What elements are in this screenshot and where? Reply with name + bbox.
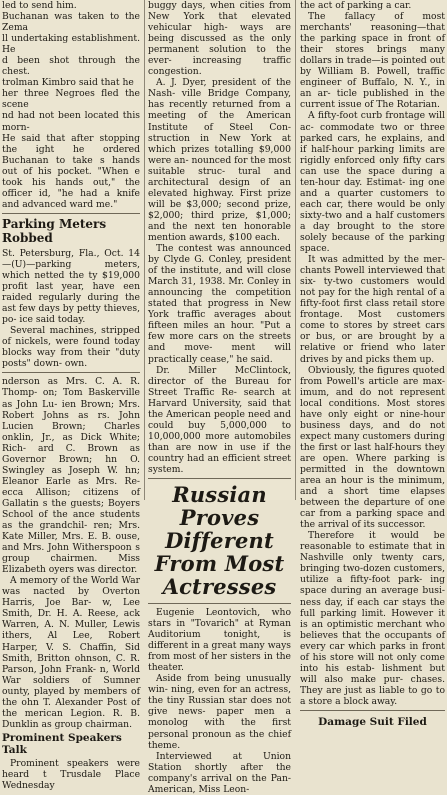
body-paragraph: A. J. Dyer, president of the Nash- ville Bridge Company, has recently returned from a meeting of the American Institute of Steel Con- struction in New York at which prizes totalling $9,000 were an- nounced for the most suitable struc- tural and architectural design of an elevated highway. First prize will be $3,000; second prize, $2,000; third prize, $1,000; and the next ten honorable mention awards, $100 each. [148,77,291,243]
body-paragraph: It was admitted by the mer- chants Powell interviewed that six- ty-two customers would not pay for the high rental of a fifty-foot first class retail store frontage. Most customers come to stores by street cars or bus, or are brought by a relative or friend who later drives by and picks them up. [300,254,445,365]
sub-headline: Prominent Speakers Talk [2,731,122,756]
body-paragraph: Therefore it would be reasonable to estimate that in Nashville only twenty cars, bringing two-dozen customers, utilize a fifty-foot park- ing space during an average busi- ness day, if each car stays the full parking limit. However it is an optimistic merchant who believes that the occupants of every car which parks in front of his store will not only come into his estab- lishment but will also make pur- chases. They are just as liable to go to a store a block away. [300,530,445,707]
body-paragraph: Obviously, the figures quoted from Powell's article are max- imum, and do not represent local conditions. Most stores have only eight or nine-hour business days, and do not expect many customers during the first or last half-hours they are open. Where parking is permitted in the downtown area an hour is the minimum, and a short time elapses between the departure of one car from a parking space and the arrival of its successor. [300,364,445,531]
column-rule [295,0,296,500]
column-right [300,0,445,728]
body-paragraph: Interviewed at Union Station shortly after the company's arrival on the Pan-American, Miss Leon- [148,750,291,795]
text-line: her three Negroes fled the scene [2,88,140,111]
text-line: d been shot through the chest. [2,55,140,78]
body-paragraph: Several machines, stripped of nickels, were found today blocks way from their "duty posts" down- own. [2,325,140,370]
body-paragraph: nderson as Mrs. C. A. R. Thomp- on; Tom Baskerville as John Lu- ien Brown; Mrs. Robert Johns as rs. John Lucien Brown; Charles onklin, Jr., as Dick White; Rich- ard C. Brown as Governor Brown; hn O. Swingley as Joseph W. hn; Eleanor Earle as Mrs. Re- ecca Allison; citizens of Gallatin s the guests; Boyers School of the ance students as the grandchil- ren; Mrs. Kate Miller, Mrs. E. B. ouse, and Mrs. John Witherspoon s group chairmen. Miss Elizabeth oyers was director. [2,376,140,576]
section-divider [148,478,291,479]
section-divider [2,372,140,373]
section-divider [148,603,291,604]
section-headline: Parking Meters Robbed [2,216,107,245]
text-line: trolman Kimbro said that he [2,77,134,89]
body-paragraph: Dr. Miller McClintock, director of the Bureau for Street Traffic Re- search at Harvard University, said that the American people need and could buy 5,000,000 to 10,000,000 more automobiles than are now in use if the country had an efficient street system. [148,364,291,475]
column-left [2,0,140,791]
body-paragraph: Aside from being unusually win- ning, even for an actress, the tiny Russian star does not give news- paper men a monolog with the first personal pronoun as the chief theme. [148,673,291,751]
body-paragraph: The contest was announced by Clyde G. Conley, president of the institute, and will close March 31, 1938. Mr. Conley in announcing the competition stated that progress in New York traffic averages about fifteen miles an hour. "Put a few more cars on the streets and move- ment will practically cease," he said. [148,243,291,365]
text-line: nd had not been located this morn- [2,110,140,133]
body-paragraph: Prominent speakers were heard t Trusdale Place Wednesday [2,757,140,791]
body-paragraph: Eugenie Leontovich, who stars in "Tovarich" at Ryman Auditorium tonight, is different in a great many ways from most of her sisters in the theater. [148,607,291,674]
body-paragraph: buggy days, when cities from New York that elevated vehicular high- ways are being discussed as the only permanent solution to the ever- increasing traffic congestion. [148,0,291,78]
text-line: led to send him. [2,0,77,11]
body-paragraph: He said that after stopping the ight he ordered Buchanan to take s hands out of his pocket. "When e took his hands out," the officer id, "he had a knife and advanced ward me." [2,132,140,210]
body-paragraph: A fifty-foot curb frontage will ac- commodate two or three parked cars, he explains, and if half-hour parking limits are rigidly enforced only fifty cars can use the space during a ten-hour day. Estimat- ing one and a quarter customers to each car, there would be only sixty-two and a half customers a day brought to the store solely because of the parking space. [300,110,445,255]
body-paragraph: The fallacy of most merchants' reasoning—that the parking space in front of their stores brings many dollars in trade—is pointed out by William B. Powell, traffic engineer of Buffalo, N. Y., in an ar- ticle published in the current issue of The Rotarian. [300,11,445,111]
column-middle [148,0,291,795]
text-line: the act of parking a car. [300,0,412,11]
text-line: Buchanan was taken to the Zema [2,11,140,34]
body-paragraph: St. Petersburg, Fla., Oct. 14—(U)—parking meters, which netted the ty $19,000 profit last year, have een raided regularly during the ast few days by petty thieves, po- ice said today. [2,247,140,326]
feature-headline: Russian Proves Different From Most Actresses [154,482,285,600]
body-paragraph: A memory of the World War was nacted by Overton Harris, Joe Bar- w, Lee Smith, Dr. H. A. Reese, ack Warren, A. N. Muller, Lewis ithers, Al Lee, Robert Harper, V. S. Chaffin, Sid Smith, Britton ohnson, C. R. Parson, John Frank- n, World War soldiers of Sumner ounty, played by members of the ohn T. Alexander Post of the merican Legion. R. B. Dunklin as group chairman. [2,575,140,730]
section-divider [300,710,445,711]
section-divider [2,213,140,214]
section-headline: Damage Suit Filed [318,716,427,728]
text-line: ll undertaking establishment. He [2,33,140,56]
column-rule [144,0,145,500]
